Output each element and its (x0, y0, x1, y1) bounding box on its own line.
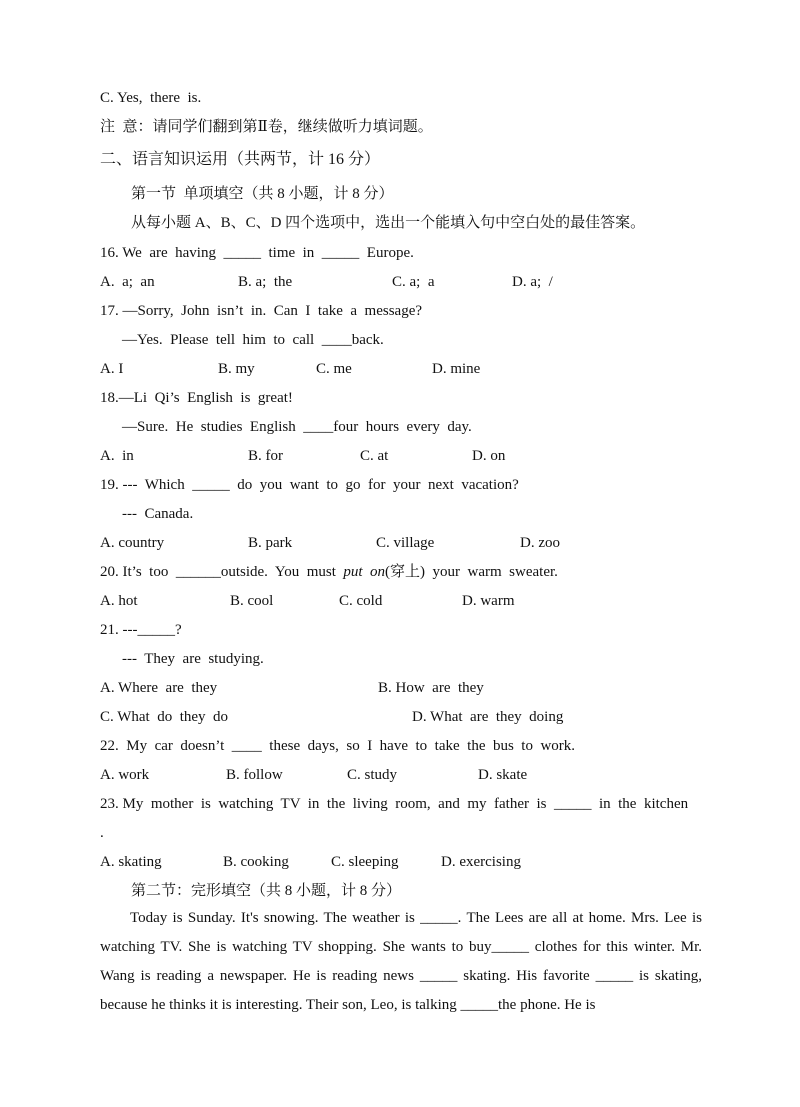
question-18-option-d: D. on (472, 448, 506, 464)
question-20-italic-phrase: put on (343, 564, 386, 580)
question-20-stem (100, 562, 558, 582)
question-16-stem: 16. We are having _____ time in _____ Europe. (100, 245, 414, 261)
question-20-stem-start: 20. It’s too ______outside. You must (100, 564, 344, 580)
question-17-option-d: D. mine (432, 361, 481, 377)
question-23-stem-continued: . (100, 825, 104, 841)
question-22-stem: 22. My car doesn’t ____ these days, so I have to take the bus to work. (100, 738, 576, 754)
question-21-option-c: C. What do they do (100, 709, 229, 725)
cloze-passage-text: Today is Sunday. It's snowing. The weather is _____. The Lees are all at home. Mrs. Lee is watching TV. She is watching TV shopping. She wants to buy_____ clothes for this winter. Mr. Wang is reading a newspaper. He is reading news _____ skating. His favorite _____ is skating, because he thinks it is interesting. Their son, Leo, is talking _____the phone. He is (100, 910, 702, 1013)
question-21-stem: 21. ---_____? (100, 622, 182, 638)
question-22-option-a: A. work (100, 767, 150, 783)
question-19-option-b: B. park (248, 535, 293, 551)
question-21-option-d: D. What are they doing (412, 709, 564, 725)
question-19-option-a: A. country (100, 535, 165, 551)
part1-instruction: 从每小题 A、B、C、D 四个选项中，选出一个能填入句中空白处的最佳答案。 (131, 215, 646, 231)
part1-title: 第一节 单项填空（共 8 小题，计 8 分） (131, 186, 394, 202)
previous-answer-c: C. Yes, there is. (100, 90, 202, 106)
question-17-response: —Yes. Please tell him to call ____back. (122, 332, 384, 348)
question-23-option-b: B. cooking (223, 854, 289, 870)
question-22-option-c: C. study (347, 767, 398, 783)
question-18-option-a: A. in (100, 448, 134, 464)
question-23-option-c: C. sleeping (331, 854, 399, 870)
question-23-stem: 23. My mother is watching TV in the living room, and my father is _____ in the kitchen (100, 796, 689, 812)
question-19-option-d: D. zoo (520, 535, 560, 551)
question-22-option-b: B. follow (226, 767, 283, 783)
question-19-option-c: C. village (376, 535, 435, 551)
question-19-stem: 19. --- Which _____ do you want to go for your next vacation? (100, 477, 519, 493)
question-20-option-d: D. warm (462, 593, 515, 609)
notice-text: 注 意：请同学们翻到第Ⅱ卷，继续做听力填词题。 (100, 119, 433, 135)
question-18-option-b: B. for (248, 448, 283, 464)
question-23-option-d: D. exercising (441, 854, 521, 870)
question-23-option-a: A. skating (100, 854, 162, 870)
question-16-option-b: B. a; the (238, 274, 293, 290)
question-21-response: --- They are studying. (122, 651, 264, 667)
section-title: 二、语言知识运用（共两节，计 16 分） (100, 151, 381, 168)
question-17-stem: 17. —Sorry, John isn’t in. Can I take a message? (100, 303, 423, 319)
question-17-option-a: A. I (100, 361, 124, 377)
question-21-option-b: B. How are they (378, 680, 484, 696)
cloze-passage (100, 904, 702, 1020)
question-16-option-a: A. a; an (100, 274, 155, 290)
question-20-option-c: C. cold (339, 593, 383, 609)
question-18-stem: 18.—Li Qi’s English is great! (100, 390, 293, 406)
question-20-stem-end: (穿上) your warm sweater. (385, 564, 558, 580)
question-20-option-a: A. hot (100, 593, 138, 609)
question-19-response: --- Canada. (122, 506, 194, 522)
part2-title: 第二节：完形填空（共 8 小题，计 8 分） (131, 883, 402, 899)
question-17-option-c: C. me (316, 361, 352, 377)
question-16-option-c: C. a; a (392, 274, 435, 290)
question-18-response: —Sure. He studies English ____four hours every day. (122, 419, 472, 435)
question-21-option-a: A. Where are they (100, 680, 218, 696)
question-20-option-b: B. cool (230, 593, 274, 609)
question-16-option-d: D. a; / (512, 274, 553, 290)
question-17-option-b: B. my (218, 361, 255, 377)
question-22-option-d: D. skate (478, 767, 528, 783)
question-18-option-c: C. at (360, 448, 389, 464)
